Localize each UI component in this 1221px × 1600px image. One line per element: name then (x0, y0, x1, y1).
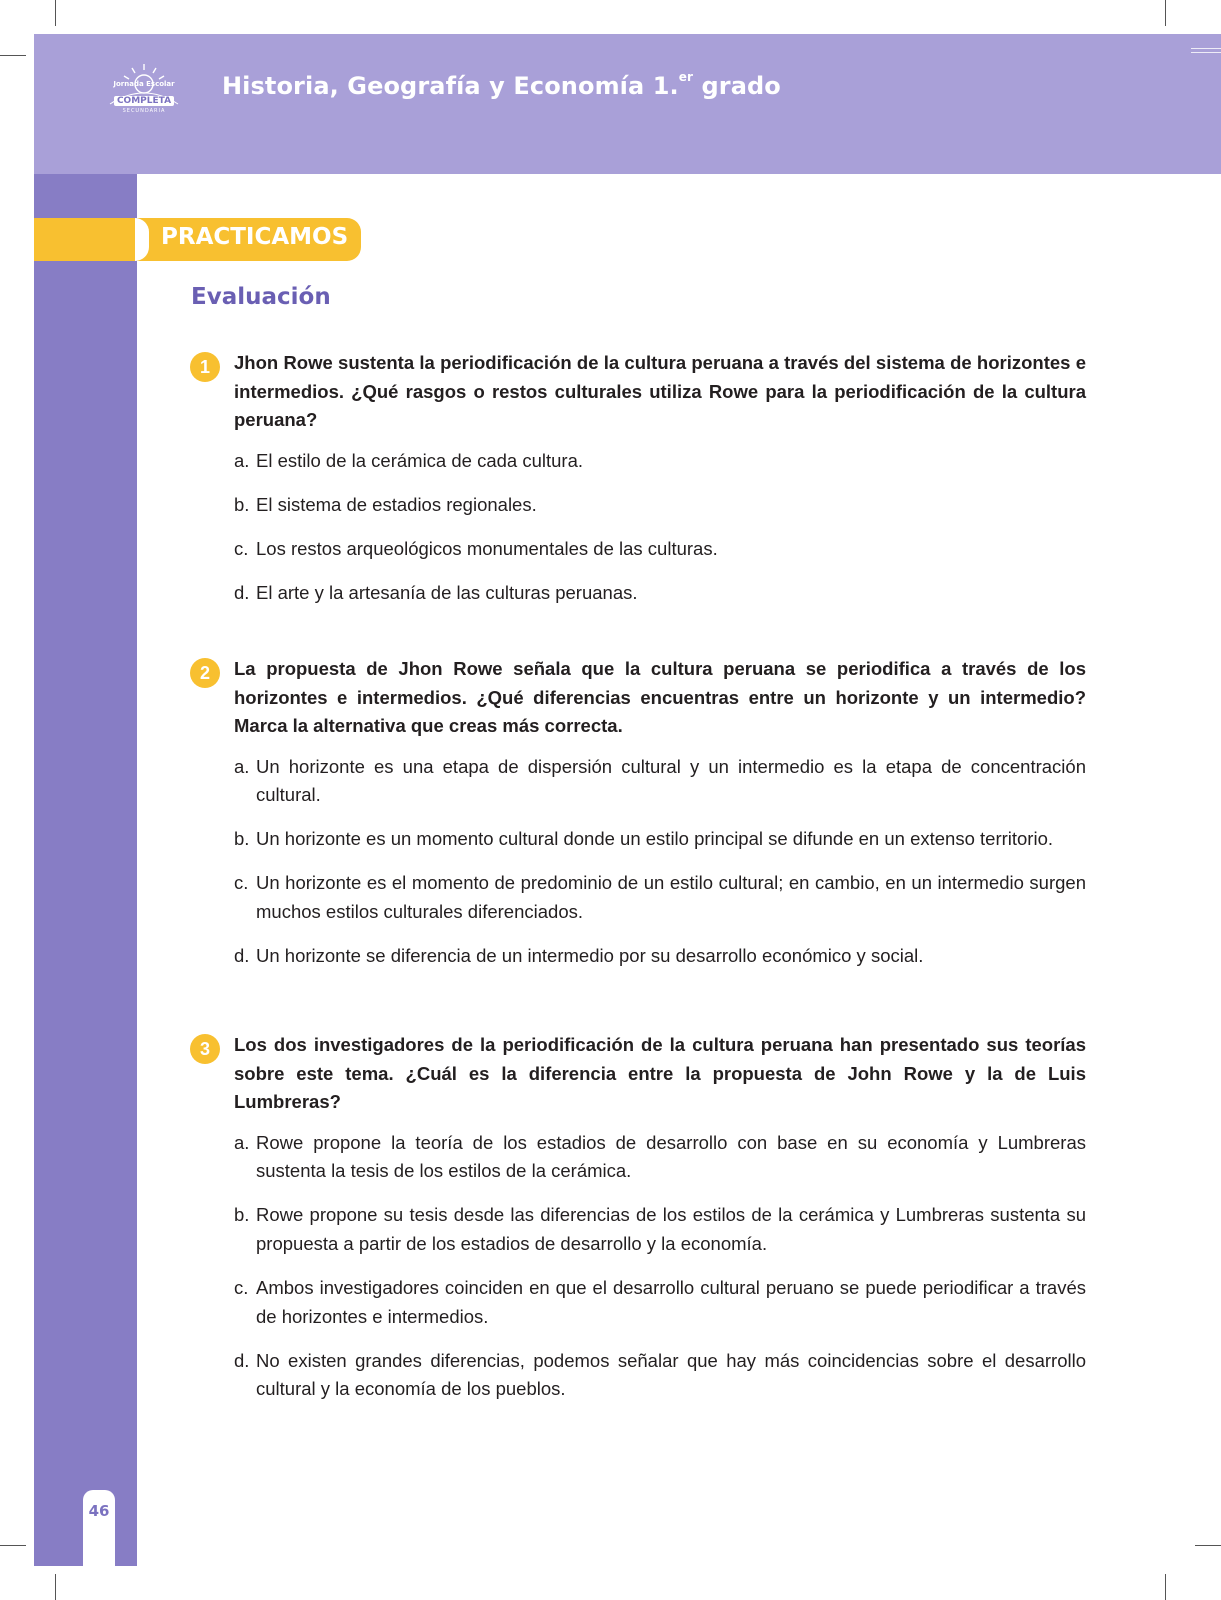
logo-text-sub: SECUNDARIA (122, 108, 166, 114)
header-decoration (1191, 48, 1221, 56)
option-c (234, 869, 1086, 926)
option-text: No existen grandes diferencias, podemos señalar que hay más coincidencias sobre el desarrollo cultural y la economía de los pueblos. (256, 1349, 1086, 1400)
options-list (234, 447, 1086, 608)
crop-mark (0, 55, 26, 56)
header-title-main: Historia, Geografía y Economía 1. (222, 72, 679, 100)
question-text: La propuesta de Jhon Rowe señala que la cultura peruana se periodifica a través de los horizontes e intermedios. ¿Qué diferencias encuentras entre un horizonte y un intermedio? Marca la alternativa que creas más correcta. (234, 658, 1086, 737)
option-d (234, 942, 1086, 971)
crop-mark (1165, 0, 1166, 26)
question-number-badge: 3 (190, 1034, 220, 1064)
option-b (234, 825, 1086, 854)
options-list (234, 753, 1086, 971)
option-text: Rowe propone la teoría de los estadios de desarrollo con base en su economía y Lumbreras sustenta la tesis de los estilos de la cerámica. (256, 1131, 1086, 1182)
option-a (234, 447, 1086, 476)
option-text: Ambos investigadores coinciden en que el desarrollo cultural peruano se puede periodificar a través de horizontes e intermedios. (256, 1276, 1086, 1327)
option-letter: d. (234, 1349, 250, 1371)
option-c (234, 535, 1086, 564)
crop-mark (55, 1574, 56, 1600)
option-letter: a. (234, 755, 250, 777)
option-text: El arte y la artesanía de las culturas peruanas. (256, 581, 638, 603)
logo-text-main: COMPLETA (116, 96, 172, 106)
option-d (234, 1347, 1086, 1404)
option-text: Un horizonte se diferencia de un intermedio por su desarrollo económico y social. (256, 944, 924, 966)
question-text: Jhon Rowe sustenta la periodificación de la cultura peruana a través del sistema de horizontes e intermedios. ¿Qué rasgos o restos culturales utiliza Rowe para la periodificación de la cultura peruana? (234, 352, 1086, 431)
option-c (234, 1274, 1086, 1331)
option-text: El estilo de la cerámica de cada cultura. (256, 449, 584, 471)
option-letter: a. (234, 449, 250, 471)
option-text: Un horizonte es un momento cultural donde un estilo principal se difunde en un extenso territorio. (256, 828, 1053, 850)
header-title-sup: er (678, 70, 694, 84)
left-sidebar (34, 174, 137, 1566)
question-number-badge: 1 (190, 352, 220, 382)
option-letter: b. (234, 1204, 250, 1226)
crop-mark (1195, 1545, 1221, 1546)
option-letter: d. (234, 944, 250, 966)
crop-mark (0, 1545, 26, 1546)
header-title (222, 72, 781, 100)
option-letter: c. (234, 537, 249, 559)
option-text: El sistema de estadios regionales. (256, 493, 537, 515)
question-2 (190, 655, 1086, 986)
question-1 (190, 349, 1086, 623)
section-label: PRACTICAMOS (161, 224, 349, 250)
option-d (234, 579, 1086, 608)
header-band (34, 34, 1221, 174)
options-list (234, 1129, 1086, 1404)
option-letter: b. (234, 493, 250, 515)
logo-text-top: Jornada Escolar (113, 80, 175, 88)
page-number: 46 (88, 1502, 110, 1520)
option-text: Rowe propone su tesis desde las diferencias de los estilos de la cerámica y Lumbreras sustenta su propuesta a partir de los estadios de desarrollo y la economía. (256, 1204, 1086, 1254)
question-text: Los dos investigadores de la periodificación de la cultura peruana han presentado sus teorías sobre este tema. ¿Cuál es la diferencia entre la propuesta de John Rowe y la de Luis Lumbreras? (234, 1034, 1086, 1113)
page-subtitle: Evaluación (191, 284, 331, 310)
option-letter: c. (234, 1276, 249, 1298)
crop-mark (55, 0, 56, 26)
option-a (234, 1129, 1086, 1186)
option-letter: b. (234, 828, 250, 850)
option-text: Los restos arqueológicos monumentales de las culturas. (256, 537, 718, 559)
question-3 (190, 1031, 1086, 1419)
logo (106, 62, 182, 123)
option-letter: a. (234, 1131, 250, 1153)
question-number-badge: 2 (190, 658, 220, 688)
option-a (234, 753, 1086, 810)
option-text: Un horizonte es el momento de predominio de un estilo cultural; en cambio, en un intermedio surgen muchos estilos culturales diferenciados. (256, 872, 1086, 922)
header-title-end: grado (701, 72, 781, 100)
crop-mark (1165, 1574, 1166, 1600)
option-b (234, 491, 1086, 520)
option-letter: d. (234, 581, 250, 603)
option-b (234, 1201, 1086, 1258)
option-text: Un horizonte es una etapa de dispersión cultural y un intermedio es la etapa de concentración cultural. (256, 755, 1086, 806)
option-letter: c. (234, 872, 249, 894)
